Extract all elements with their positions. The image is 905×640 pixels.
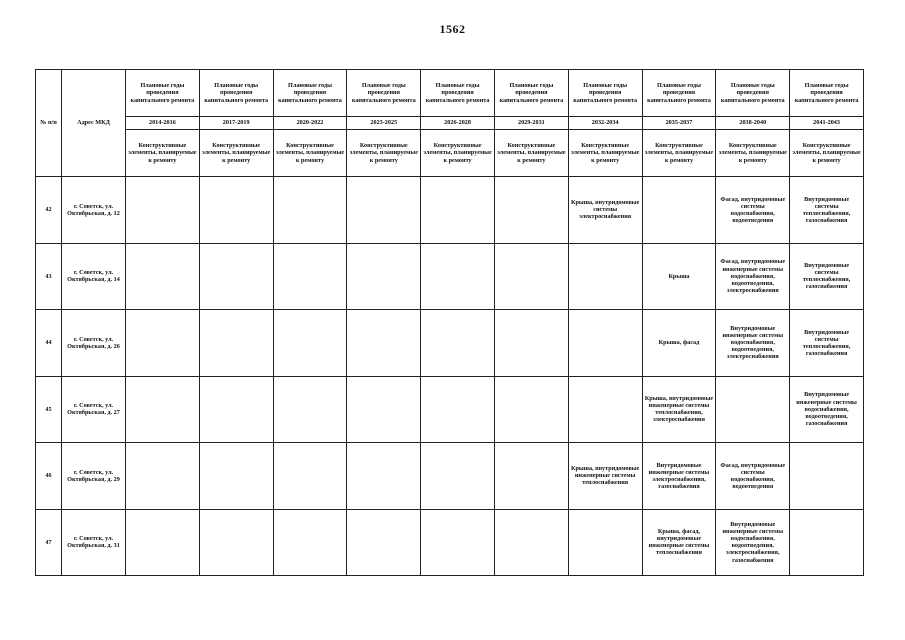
table-cell [126,509,200,576]
table-cell: Внутридомовые инженерные системы водоснабжения, водоотведения, электроснабжения [716,310,790,377]
table-cell [199,443,273,510]
table-cell [421,243,495,310]
table-cell: Внутридомовые системы теплоснабжения, газоснабжения [790,243,864,310]
table-cell: Внутридомовые инженерные системы водоснабжения, водоотведения, газоснабжения [790,376,864,443]
table-cell: Внутридомовые инженерные системы водоснабжения, водоотведения, электроснабжения, газоснабжения [716,509,790,576]
capital-repair-table [35,69,864,576]
table-cell: Внутридомовые инженерные системы электроснабжения, газоснабжения [642,443,716,510]
table-cell [126,376,200,443]
years-cell: 2029-2031 [494,117,568,130]
table-cell: Фасад, внутридомовые инженерные системы водоснабжения, водоотведения, электроснабжения [716,243,790,310]
elements-header-row [36,130,864,177]
row-number: 44 [36,310,62,377]
table-cell [494,310,568,377]
row-address: г. Советск, ул. Октябрьская, д. 12 [62,177,126,244]
table-cell [126,310,200,377]
years-cell: 2038-2040 [716,117,790,130]
table-row [36,376,864,443]
table-body [36,177,864,576]
elements-header: Конструктивные элементы, планируемые к ремонту [494,130,568,177]
table-cell [347,443,421,510]
table-cell [273,376,347,443]
table-cell [494,509,568,576]
table-cell [273,177,347,244]
table-cell [347,243,421,310]
table-cell [421,177,495,244]
elements-header: Конструктивные элементы, планируемые к ремонту [568,130,642,177]
table-cell: Крыша, фасад, внутридомовые инженерные системы теплоснабжения [642,509,716,576]
elements-header: Конструктивные элементы, планируемые к ремонту [716,130,790,177]
row-number: 47 [36,509,62,576]
years-row [36,117,864,130]
table-cell [126,443,200,510]
elements-header: Конструктивные элементы, планируемые к ремонту [642,130,716,177]
table-cell: Внутридомовые системы теплоснабжения, газоснабжения [790,177,864,244]
period-header: Плановые годы проведения капитального ремонта [716,70,790,117]
table-cell [494,177,568,244]
table-cell [568,376,642,443]
table-cell [273,243,347,310]
elements-header: Конструктивные элементы, планируемые к ремонту [347,130,421,177]
years-cell: 2026-2028 [421,117,495,130]
table-cell: Крыша [642,243,716,310]
row-address: г. Советск, ул. Октябрьская, д. 14 [62,243,126,310]
elements-header: Конструктивные элементы, планируемые к ремонту [273,130,347,177]
table-cell [494,243,568,310]
elements-header: Конструктивные элементы, планируемые к ремонту [790,130,864,177]
period-header-row [36,70,864,117]
table-cell [421,509,495,576]
table-cell [494,376,568,443]
table-cell [126,243,200,310]
period-header: Плановые годы проведения капитального ремонта [421,70,495,117]
table-cell [421,310,495,377]
row-address: г. Советск, ул. Октябрьская, д. 27 [62,376,126,443]
table-cell [199,509,273,576]
period-header: Плановые годы проведения капитального ремонта [273,70,347,117]
period-header: Плановые годы проведения капитального ремонта [790,70,864,117]
period-header: Плановые годы проведения капитального ремонта [494,70,568,117]
table-cell [790,509,864,576]
table-row [36,310,864,377]
row-number: 42 [36,177,62,244]
period-header: Плановые годы проведения капитального ремонта [199,70,273,117]
table-cell [199,310,273,377]
table-row [36,509,864,576]
row-number: 45 [36,376,62,443]
row-address: г. Советск, ул. Октябрьская, д. 29 [62,443,126,510]
period-header: Плановые годы проведения капитального ремонта [126,70,200,117]
period-header: Плановые годы проведения капитального ремонта [347,70,421,117]
period-header: Плановые годы проведения капитального ремонта [642,70,716,117]
table-cell [199,376,273,443]
row-address: г. Советск, ул. Октябрьская, д. 26 [62,310,126,377]
table-cell [494,443,568,510]
years-cell: 2017-2019 [199,117,273,130]
table-cell [347,509,421,576]
table-cell [790,443,864,510]
years-cell: 2023-2025 [347,117,421,130]
table-cell: Внутридомовые системы теплоснабжения, газоснабжения [790,310,864,377]
table-row [36,243,864,310]
years-cell: 2035-2037 [642,117,716,130]
table-cell [568,243,642,310]
row-number: 46 [36,443,62,510]
col-num-header: № п/п [36,70,62,177]
col-address-header: Адрес МКД [62,70,126,177]
table-cell [273,443,347,510]
table-cell [568,310,642,377]
table-cell [199,177,273,244]
table-cell [273,310,347,377]
row-address: г. Советск, ул. Октябрьская, д. 31 [62,509,126,576]
page-number: 1562 [439,22,466,36]
table-cell: Фасад, внутридомовые системы водоснабжения, водоотведения [716,443,790,510]
elements-header: Конструктивные элементы, планируемые к ремонту [421,130,495,177]
row-number: 43 [36,243,62,310]
table-cell [199,243,273,310]
elements-header: Конструктивные элементы, планируемые к ремонту [199,130,273,177]
period-header: Плановые годы проведения капитального ремонта [568,70,642,117]
table-cell [126,177,200,244]
table-cell [642,177,716,244]
years-cell: 2041-2043 [790,117,864,130]
years-cell: 2032-2034 [568,117,642,130]
table-cell: Крыша, фасад [642,310,716,377]
table-cell [421,443,495,510]
table-cell [568,509,642,576]
years-cell: 2014-2016 [126,117,200,130]
table-row [36,177,864,244]
table-cell [716,376,790,443]
table-cell: Фасад, внутридомовые системы водоснабжения, водоотведения [716,177,790,244]
years-cell: 2020-2022 [273,117,347,130]
table-cell: Крыша, внутридомовые инженерные системы теплоснабжения, электроснабжения [642,376,716,443]
table-cell [347,310,421,377]
table-cell: Крыша, внутридомовые системы электроснабжения [568,177,642,244]
elements-header: Конструктивные элементы, планируемые к ремонту [126,130,200,177]
table-cell [347,177,421,244]
table-cell: Крыша, внутридомовые инженерные системы теплоснабжения [568,443,642,510]
table-cell [421,376,495,443]
table-cell [347,376,421,443]
table-cell [273,509,347,576]
table-header [36,70,864,177]
table-row [36,443,864,510]
